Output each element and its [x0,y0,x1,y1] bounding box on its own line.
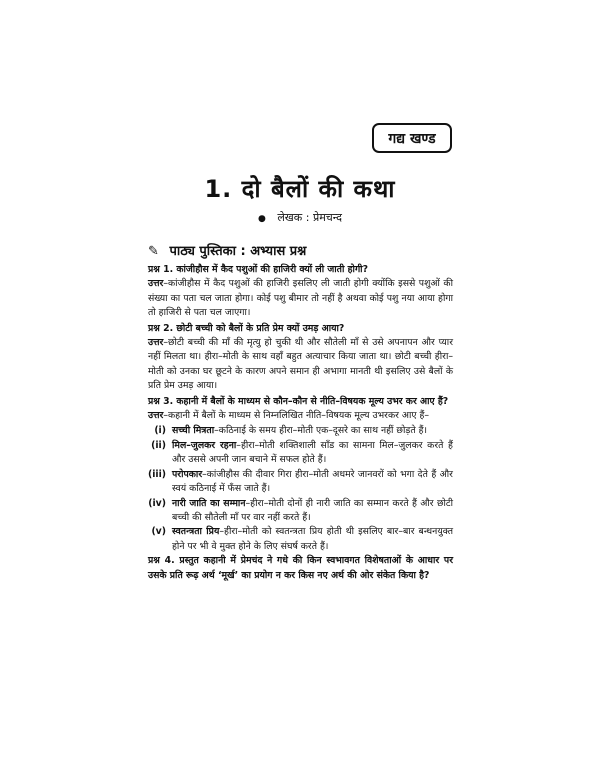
exercise-heading: पाठ्य पुस्तिका : अभ्यास प्रश्न [169,244,307,259]
list-item-text: –हीरा–मोती दोनों ही नारी जाति का सम्मान करते हैं और छोटी बच्ची की सौतेली माँ पर वार नहीं करते हैं। [172,497,453,523]
list-item-term: नारी जाति का सम्मान [172,497,246,509]
list-item-body [172,525,453,554]
question-4: प्रश्न 4. प्रस्तुत कहानी में प्रेमचंद ने गधे की किन स्वभावगत विशेषताओं के आधार पर उसके प्रति रूढ़ अर्थ ‘मूर्ख’ का प्रयोग न कर किस नए अर्थ की ओर संकेत किया है? [148,555,453,581]
answer-text: –छोटी बच्ची की माँ की मृत्यु हो चुकी थी और सौतेली माँ से उसे अपनापन और प्यार नहीं मिलता था। हीरा–मोती के साथ वहाँ बहुत अत्याचार किया जाता था। छोटी बच्ची हीरा–मोती को उनका घर छूटने के कारण अपने समान ही अभागा मानती थी इसलिए उसे बैलों के प्रति प्रेम उमड़ आया। [148,337,453,392]
list-item-body [172,468,453,497]
author-line [0,210,600,225]
list-item-number: (i) [154,425,166,437]
list-item-term: मिल–जुलकर रहना [172,439,237,451]
exercise-heading-row [148,241,306,259]
answer-1 [148,277,453,320]
list-item-text: –कांजीहौस की दीवार गिरा हीरा–मोती अधमरे जानवरों को भगा देते हैं और स्वयं कठिनाई में फँस जाते हैं। [172,468,453,495]
values-list [148,424,453,554]
answer-text: –कांजीहौस में कैद पशुओं की हाजिरी इसलिए ली जाती होगी क्योंकि इससे पशुओं की संख्या का पता चल जाता होगा। कोई पशु बीमार तो नहीं है अथवा कोई पशु नया आया होगा तो हाजिरी से पता चल जाएगा। [148,278,453,319]
list-item-text: –हीरा–मोती को स्वतन्त्रता प्रिय होती थी इसलिए बार–बार बन्धनयुक्त होने पर भी वे मुक्त होने के लिए संघर्ष करते हैं। [172,526,453,552]
answer-3 [148,409,453,423]
answer-label: उत्तर [148,337,164,349]
chapter-title: 1. दो बैलों की कथा [204,175,396,203]
list-item-body [172,439,453,468]
section-label: गद्य खण्ड [388,130,436,147]
list-item-term: परोपकार [172,468,203,480]
section-label-box [372,123,452,153]
answer-text: –कहानी में बैलों के माध्यम से निम्नलिखित नीति–विषयक मूल्य उभरकर आए हैं– [163,410,430,422]
list-item-body [172,424,453,438]
list-item-number: (v) [151,526,166,538]
question-1: प्रश्न 1. कांजीहौस में कैद पशुओं की हाजिरी क्यों ली जाती होगी? [148,264,368,275]
list-item-number: (iii) [148,468,167,480]
question-2: प्रश्न 2. छोटी बच्ची को बैलों के प्रति प्रेम क्यों उमड़ आया? [148,322,345,334]
bullet-icon: ● [257,214,266,224]
list-item [148,468,453,497]
answer-label: उत्तर [148,278,164,290]
list-item [148,439,453,468]
list-item-body [172,497,453,526]
list-item-term: स्वतन्त्रता प्रिय [172,526,220,538]
list-item-text: –हीरा–मोती शक्तिशाली साँड का सामना मिल–जुलकर करते हैं और उससे अपनी जान बचाने में सफल होते हैं। [172,439,453,466]
list-item [148,497,453,526]
list-item-term: सच्ची मित्रता [172,425,215,437]
answer-2 [148,336,453,394]
list-item-number: (ii) [151,439,166,451]
answer-label: उत्तर [148,410,164,422]
list-item [148,525,453,554]
pencil-icon: ✎ [148,244,159,259]
list-item-number: (iv) [148,497,166,509]
question-3: प्रश्न 3. कहानी में बैलों के माध्यम से कौन–कौन से नीति–विषयक मूल्य उभर कर आए हैं? [148,395,449,407]
list-item-text: –कठिनाई के समय हीरा–मोती एक–दूसरे का साथ नहीं छोड़ते हैं। [214,425,428,437]
qa-content [148,263,453,583]
list-item [148,424,453,438]
author-name: लेखक : प्रेमचन्द [277,211,343,224]
